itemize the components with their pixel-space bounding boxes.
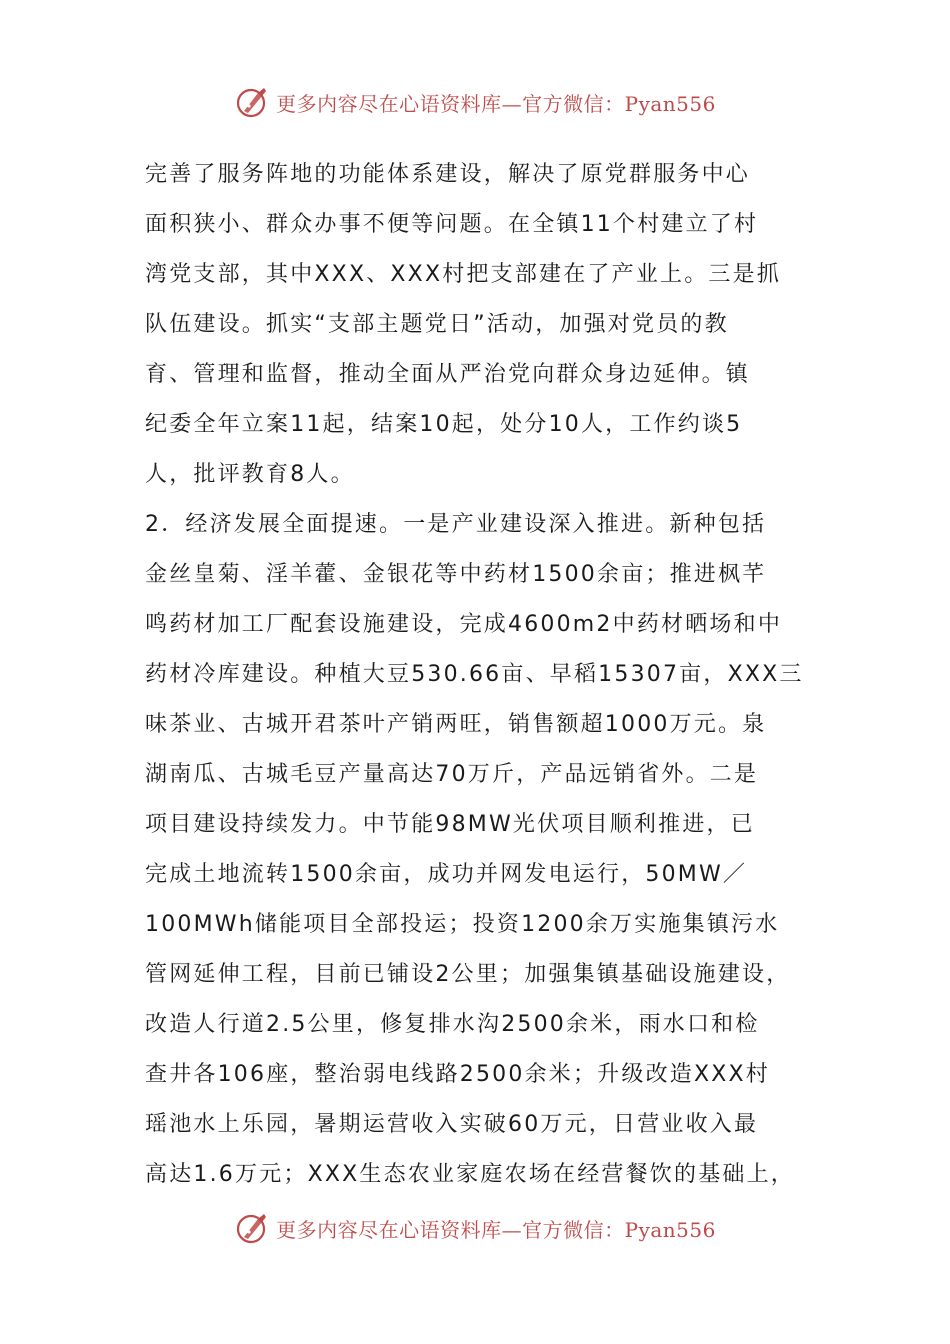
- text-line: 队伍建设。抓实“支部主题党日”活动，加强对党员的教: [145, 312, 729, 337]
- text-line: 纪委全年立案11起，结案10起，处分10人，工作约谈5: [145, 412, 743, 437]
- header-watermark: [0, 82, 950, 122]
- pen-nib-circle-icon: [234, 1210, 270, 1246]
- text-line: 瑶池水上乐园，暑期运营收入实破60万元，日营业收入最: [145, 1112, 759, 1137]
- text-line: 金丝皇菊、淫羊藿、金银花等中药材1500余亩；推进枫芊: [145, 562, 767, 587]
- text-line: 药材冷库建设。种植大豆530.66亩、早稻15307亩，XXX三: [145, 662, 804, 687]
- watermark-text: 更多内容尽在心语资料库—官方微信：Pyan556: [276, 1217, 716, 1242]
- text-line: 湾党支部，其中XXX、XXX村把支部建在了产业上。三是抓: [145, 262, 782, 287]
- text-line: 完善了服务阵地的功能体系建设，解决了原党群服务中心: [145, 162, 751, 187]
- text-line: 项目建设持续发力。中节能98MW光伏项目顺利推进，已: [145, 812, 755, 837]
- text-line: 面积狭小、群众办事不便等问题。在全镇11个村建立了村: [145, 212, 759, 237]
- text-line: 湖南瓜、古城毛豆产量高达70万斤，产品远销省外。二是: [145, 762, 759, 787]
- text-line: 改造人行道2.5公里，修复排水沟2500余米，雨水口和检: [145, 1012, 760, 1037]
- text-line: 完成土地流转1500余亩，成功并网发电运行，50MW／: [145, 862, 748, 887]
- text-line: 100MWh储能项目全部投运；投资1200余万实施集镇污水: [145, 912, 780, 937]
- text-line: 查井各106座，整治弱电线路2500余米；升级改造XXX村: [145, 1062, 770, 1087]
- text-line: 管网延伸工程，目前已铺设2公里；加强集镇基础设施建设，: [145, 962, 791, 987]
- text-line: 味茶业、古城开君茶叶产销两旺，销售额超1000万元。泉: [145, 712, 767, 737]
- text-line: 人，批评教育8人。: [145, 462, 355, 487]
- pen-nib-circle-icon: [234, 84, 270, 120]
- text-line: 2．经济发展全面提速。一是产业建设深入推进。新种包括: [145, 512, 767, 537]
- footer-watermark: [0, 1208, 950, 1248]
- text-line: 鸣药材加工厂配套设施建设，完成4600m2中药材晒场和中: [145, 612, 783, 637]
- text-line: 育、管理和监督，推动全面从严治党向群众身边延伸。镇: [145, 362, 751, 387]
- text-line: 高达1.6万元；XXX生态农业家庭农场在经营餐饮的基础上，: [145, 1162, 796, 1187]
- document-body: [145, 150, 810, 1200]
- watermark-text: 更多内容尽在心语资料库—官方微信：Pyan556: [276, 91, 716, 116]
